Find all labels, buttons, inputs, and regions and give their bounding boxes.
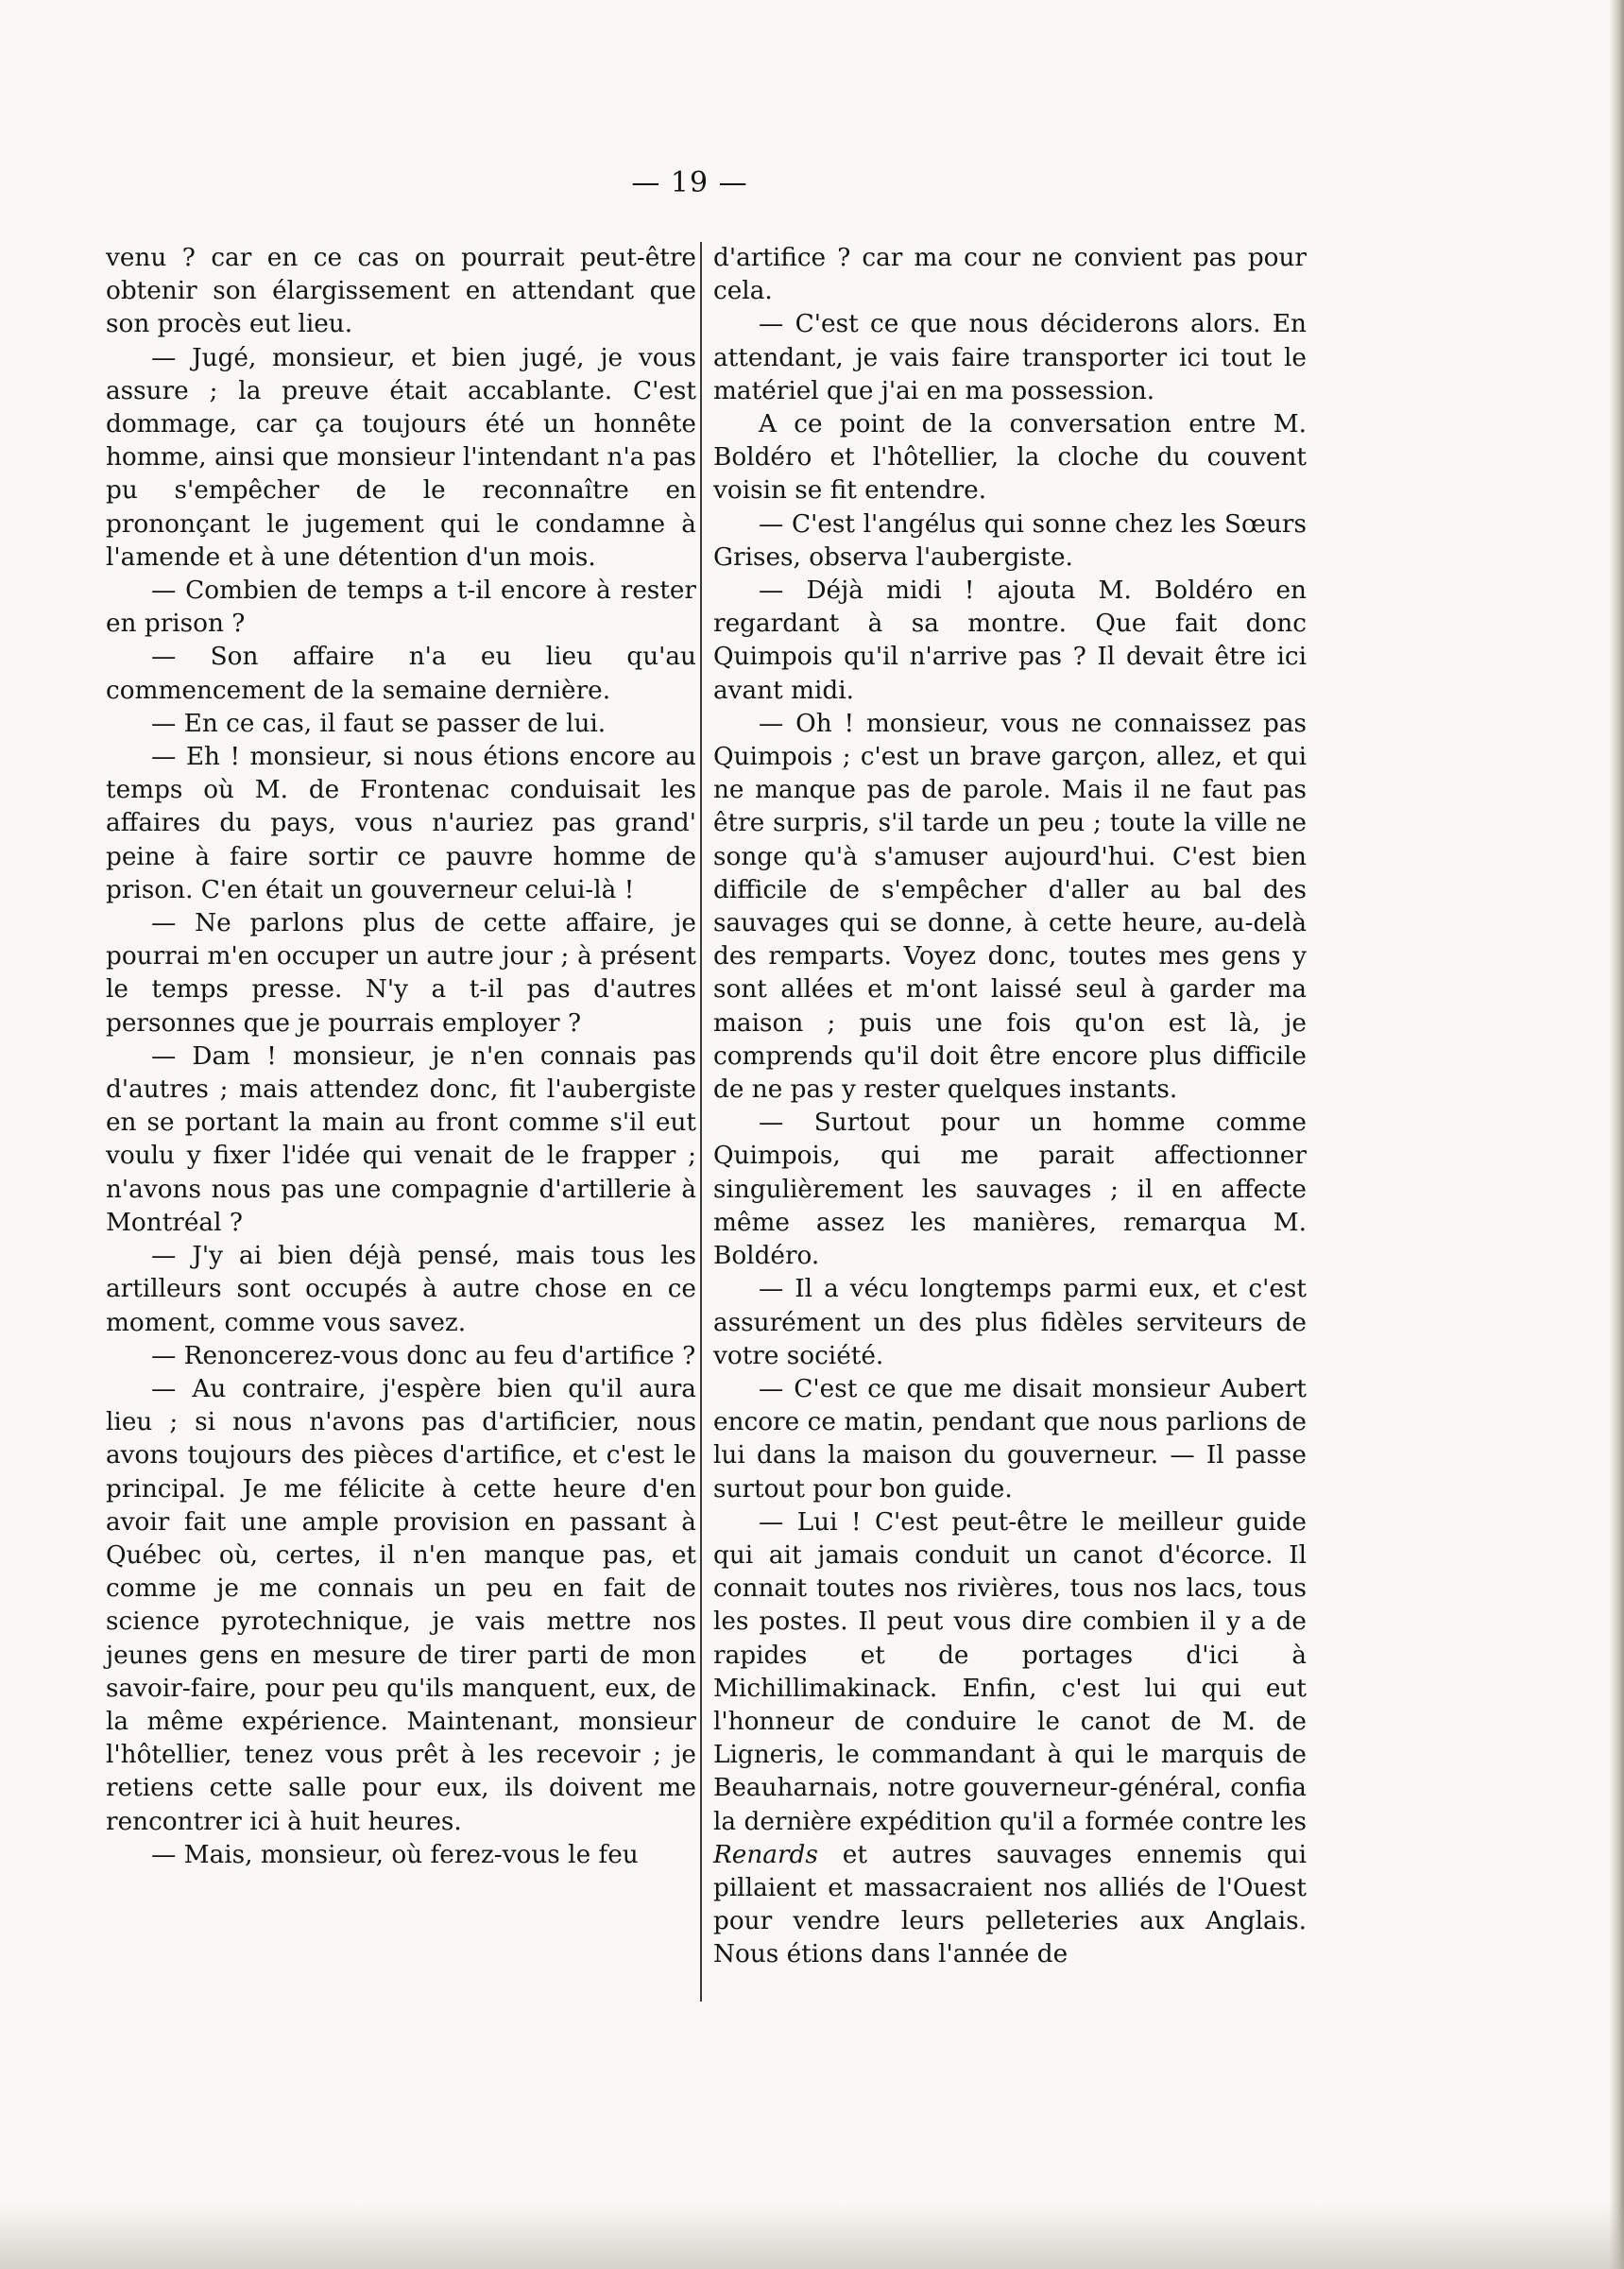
paragraph: d'artifice ? car ma cour ne convient pas pour cela. [713,244,1307,306]
paragraph: — C'est l'angélus qui sonne chez les Sœurs Grises, observa l'aubergiste. [713,509,1307,572]
paragraph: — Son affaire n'a eu lieu qu'au commencement de la semaine dernière. [106,643,696,705]
paragraph: — Oh ! monsieur, vous ne connaissez pas Quimpois ; c'est un brave garçon, allez, et qui ne manque pas de parole. Mais il ne faut pas être surpris, s'il tarde un peu ; toute la ville ne songe qu'à s'amuser aujourd'hui. C'est bien difficile de s'empêcher d'aller au bal des sauvages qui se donne, à cette heure, au-delà des remparts. Voyez donc, toutes mes gens y sont allées et m'ont laissé seul à garder ma maison ; puis une fois qu'on est là, je comprends qu'il doit être encore plus difficile de ne pas y rester quelques instants. [713,709,1307,1105]
column-divider [700,242,702,2002]
paragraph: venu ? car en ce cas on pourrait peut-être obtenir son élargissement en attendant que son procès eut lieu. [106,244,696,339]
page-edge-shadow [1609,0,1624,2269]
paragraph: — Surtout pour un homme comme Quimpois, qui me parait affectionner singulièrement les sauvages ; il en affecte même assez les manières, remarqua M. Boldéro. [713,1109,1307,1271]
paragraph: — Déjà midi ! ajouta M. Boldéro en regardant à sa montre. Que fait donc Quimpois qu'il n'arrive pas ? Il devait être ici avant midi. [713,576,1307,705]
paragraph: — J'y ai bien déjà pensé, mais tous les artilleurs sont occupés à autre chose en ce moment, comme vous savez. [106,1242,696,1337]
page-number: — 19 — [631,166,748,199]
paragraph: — C'est ce que me disait monsieur Aubert encore ce matin, pendant que nous parlions de lui dans la maison du gouverneur. — Il passe surtout pour bon guide. [713,1374,1307,1504]
paragraph: — Dam ! monsieur, je n'en connais pas d'autres ; mais attendez donc, fit l'aubergiste en se portant la main au front comme s'il eut voulu y fixer l'idée qui venait de le frapper ; n'avons nous pas une compagnie d'artillerie à Montréal ? [106,1041,696,1237]
italic-word: Renards [713,1840,818,1869]
left-text-column [106,242,696,1872]
paragraph: A ce point de la conversation entre M. Boldéro et l'hôtellier, la cloche du couvent voisin se fit entendre. [713,410,1307,506]
paragraph: — Mais, monsieur, où ferez-vous le feu [151,1840,639,1869]
right-text-column [713,242,1307,1972]
paragraph: — C'est ce que nous déciderons alors. En attendant, je vais faire transporter ici tout le matériel que j'ai en ma possession. [713,310,1307,405]
page-bottom-shadow [0,2203,1624,2269]
paragraph: — Combien de temps a t-il encore à rester en prison ? [106,576,696,639]
paragraph: — Il a vécu longtemps parmi eux, et c'est assurément un des plus fidèles serviteurs de votre société. [713,1275,1307,1370]
paragraph: — Eh ! monsieur, si nous étions encore au temps où M. de Frontenac conduisait les affaires du pays, vous n'auriez pas grand' peine à faire sortir ce pauvre homme de prison. C'en était un gouverneur celui-là ! [106,743,696,904]
paragraph: — Au contraire, j'espère bien qu'il aura lieu ; si nous n'avons pas d'artificier, nous avons toujours des pièces d'artifice, et c'est le principal. Je me félicite à cette heure d'en avoir fait une ample provision en passant à Québec où, certes, il n'en manque pas, et comme je me connais un peu en fait de science pyrotechnique, je vais mettre nos jeunes gens en mesure de tirer parti de mon savoir-faire, pour peu qu'ils manquent, eux, de la même expérience. Maintenant, monsieur l'hôtellier, tenez vous prêt à les recevoir ; je retiens cette salle pour eux, ils doivent me rencontrer ici à huit heures. [106,1374,696,1836]
paragraph: — Jugé, monsieur, et bien jugé, je vous assure ; la preuve était accablante. C'est dommage, car ça toujours été un honnête homme, ainsi que monsieur l'intendant n'a pas pu s'empêcher de le reconnaître en prononçant le jugement qui le condamne à l'amende et à une détention d'un mois. [106,343,696,572]
paragraph: — Renoncerez-vous donc au feu d'artifice ? [151,1341,696,1370]
paragraph: — Ne parlons plus de cette affaire, je pourrai m'en occuper un autre jour ; à présent le temps presse. N'y a t-il pas d'autres personnes que je pourrais employer ? [106,909,696,1038]
paragraph: — En ce cas, il faut se passer de lui. [151,709,607,738]
paragraph: — Lui ! C'est peut-être le meilleur guide qui ait jamais conduit un canot d'écorce. Il connait toutes nos rivières, tous nos lacs, tous les postes. Il peut vous dire combien il y a de rapides et de portages d'ici à Michillimakinack. Enfin, c'est lui qui eut l'honneur de conduire le canot de M. de Ligneris, le commandant à qui le marquis de Beauharnais, notre gouverneur-général, confia la dernière expédition qu'il a formée contre les Renards et autres sauvages ennemis qui pillaient et massacraient nos alliés de l'Ouest pour vendre leurs pelleteries aux Anglais. Nous étions dans l'année de [713,1507,1307,1969]
